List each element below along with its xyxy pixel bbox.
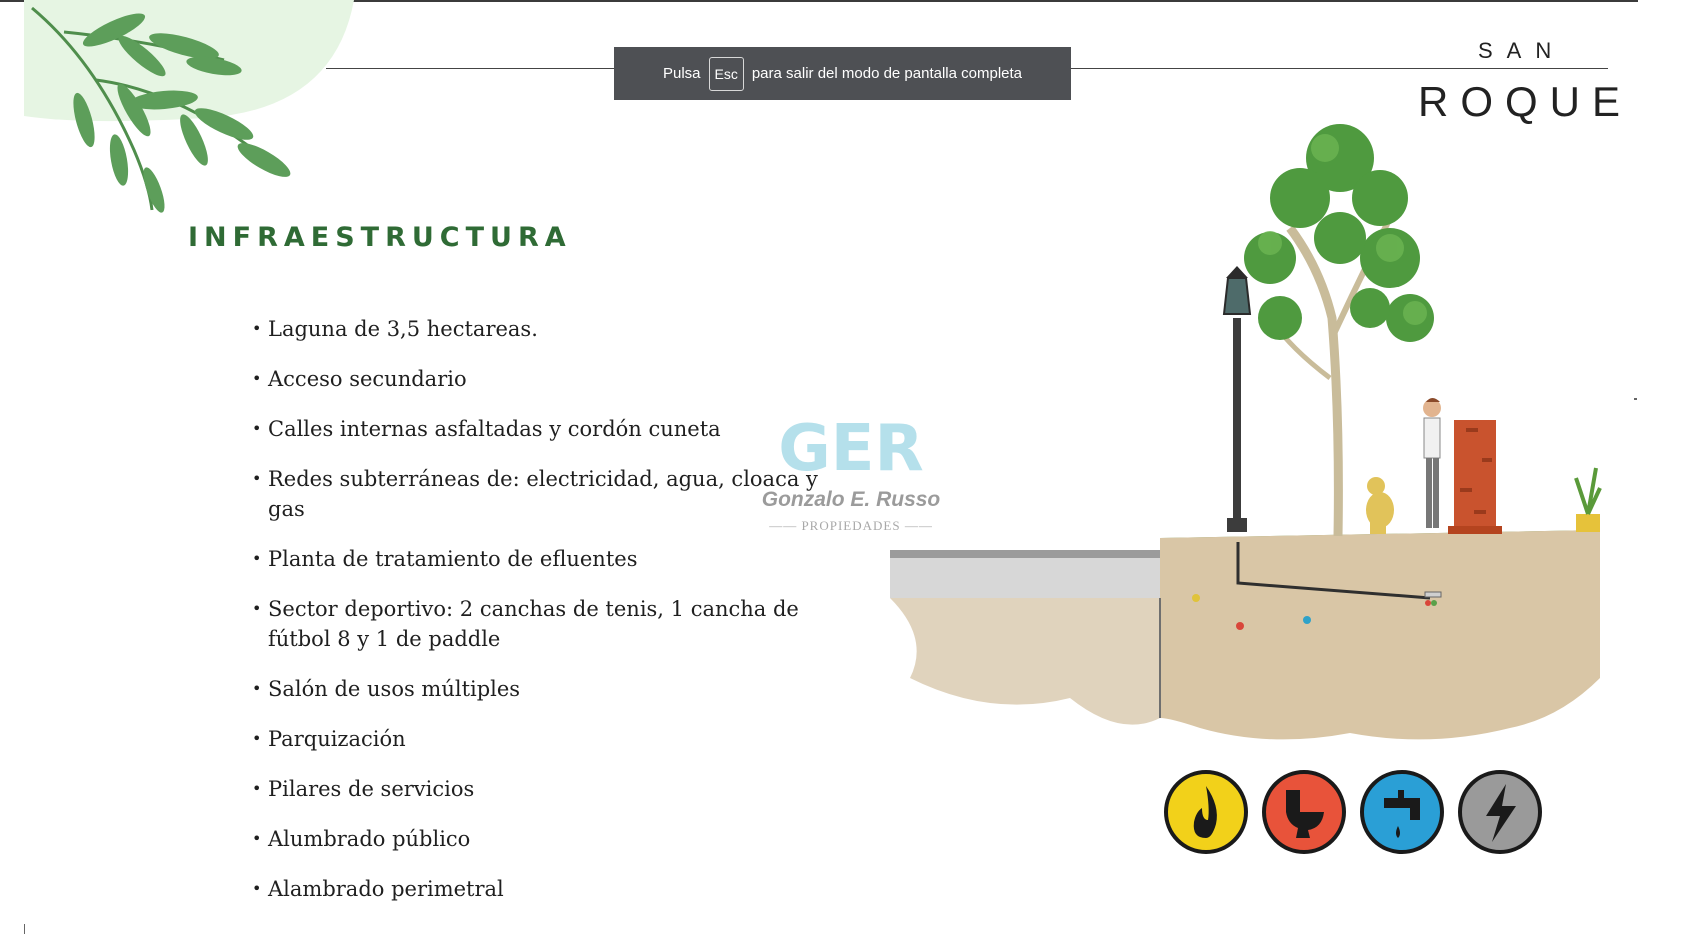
- list-item: • Sector deportivo: 2 canchas de tenis, 1 cancha de fútbol 8 y 1 de paddle: [252, 594, 852, 654]
- watermark-subtitle-text: PROPIEDADES: [801, 518, 901, 533]
- infrastructure-illustration: [870, 118, 1610, 758]
- list-item: • Alumbrado público: [252, 824, 852, 854]
- ger-logo-icon: [766, 410, 936, 480]
- svg-text:GER: GER: [778, 412, 924, 480]
- utility-icons: [1162, 768, 1546, 858]
- water-tap-icon: [1362, 772, 1442, 852]
- toilet-icon: [1264, 772, 1344, 852]
- header-rule-right: [1071, 68, 1608, 69]
- list-item: • Alambrado perimetral: [252, 874, 852, 904]
- electricity-bolt-icon: [1460, 772, 1540, 852]
- features-list: [252, 314, 852, 924]
- edge-mark: [24, 924, 25, 934]
- toast-prefix: Pulsa: [662, 65, 701, 82]
- toast-suffix: para salir del modo de pantalla completa: [751, 65, 1023, 82]
- leaf-decoration: [24, 0, 354, 220]
- list-item: • Parquización: [252, 724, 852, 754]
- list-item: • Acceso secundario: [252, 364, 852, 394]
- gas-flame-icon: [1166, 772, 1246, 852]
- fullscreen-exit-toast: [614, 47, 1071, 100]
- list-item: • Calles internas asfaltadas y cordón cuneta: [252, 414, 852, 444]
- watermark: [746, 410, 956, 540]
- edge-mark: [1634, 398, 1637, 400]
- esc-key[interactable]: Esc: [709, 57, 744, 91]
- list-item: • Planta de tratamiento de efluentes: [252, 544, 852, 574]
- brand-line-2: ROQUE: [1418, 78, 1633, 125]
- section-title: INFRAESTRUCTURA: [188, 222, 572, 253]
- list-item: • Laguna de 3,5 hectareas.: [252, 314, 852, 344]
- list-item: • Salón de usos múltiples: [252, 674, 852, 704]
- list-item: • Pilares de servicios: [252, 774, 852, 804]
- list-item: • Redes subterráneas de: electricidad, agua, cloaca y gas: [252, 464, 852, 524]
- watermark-subtitle: —— PROPIEDADES ——: [769, 518, 933, 533]
- watermark-name: Gonzalo E. Russo: [761, 488, 941, 511]
- header-rule-left: [326, 68, 614, 69]
- brand-line-1: SAN: [1478, 38, 1566, 63]
